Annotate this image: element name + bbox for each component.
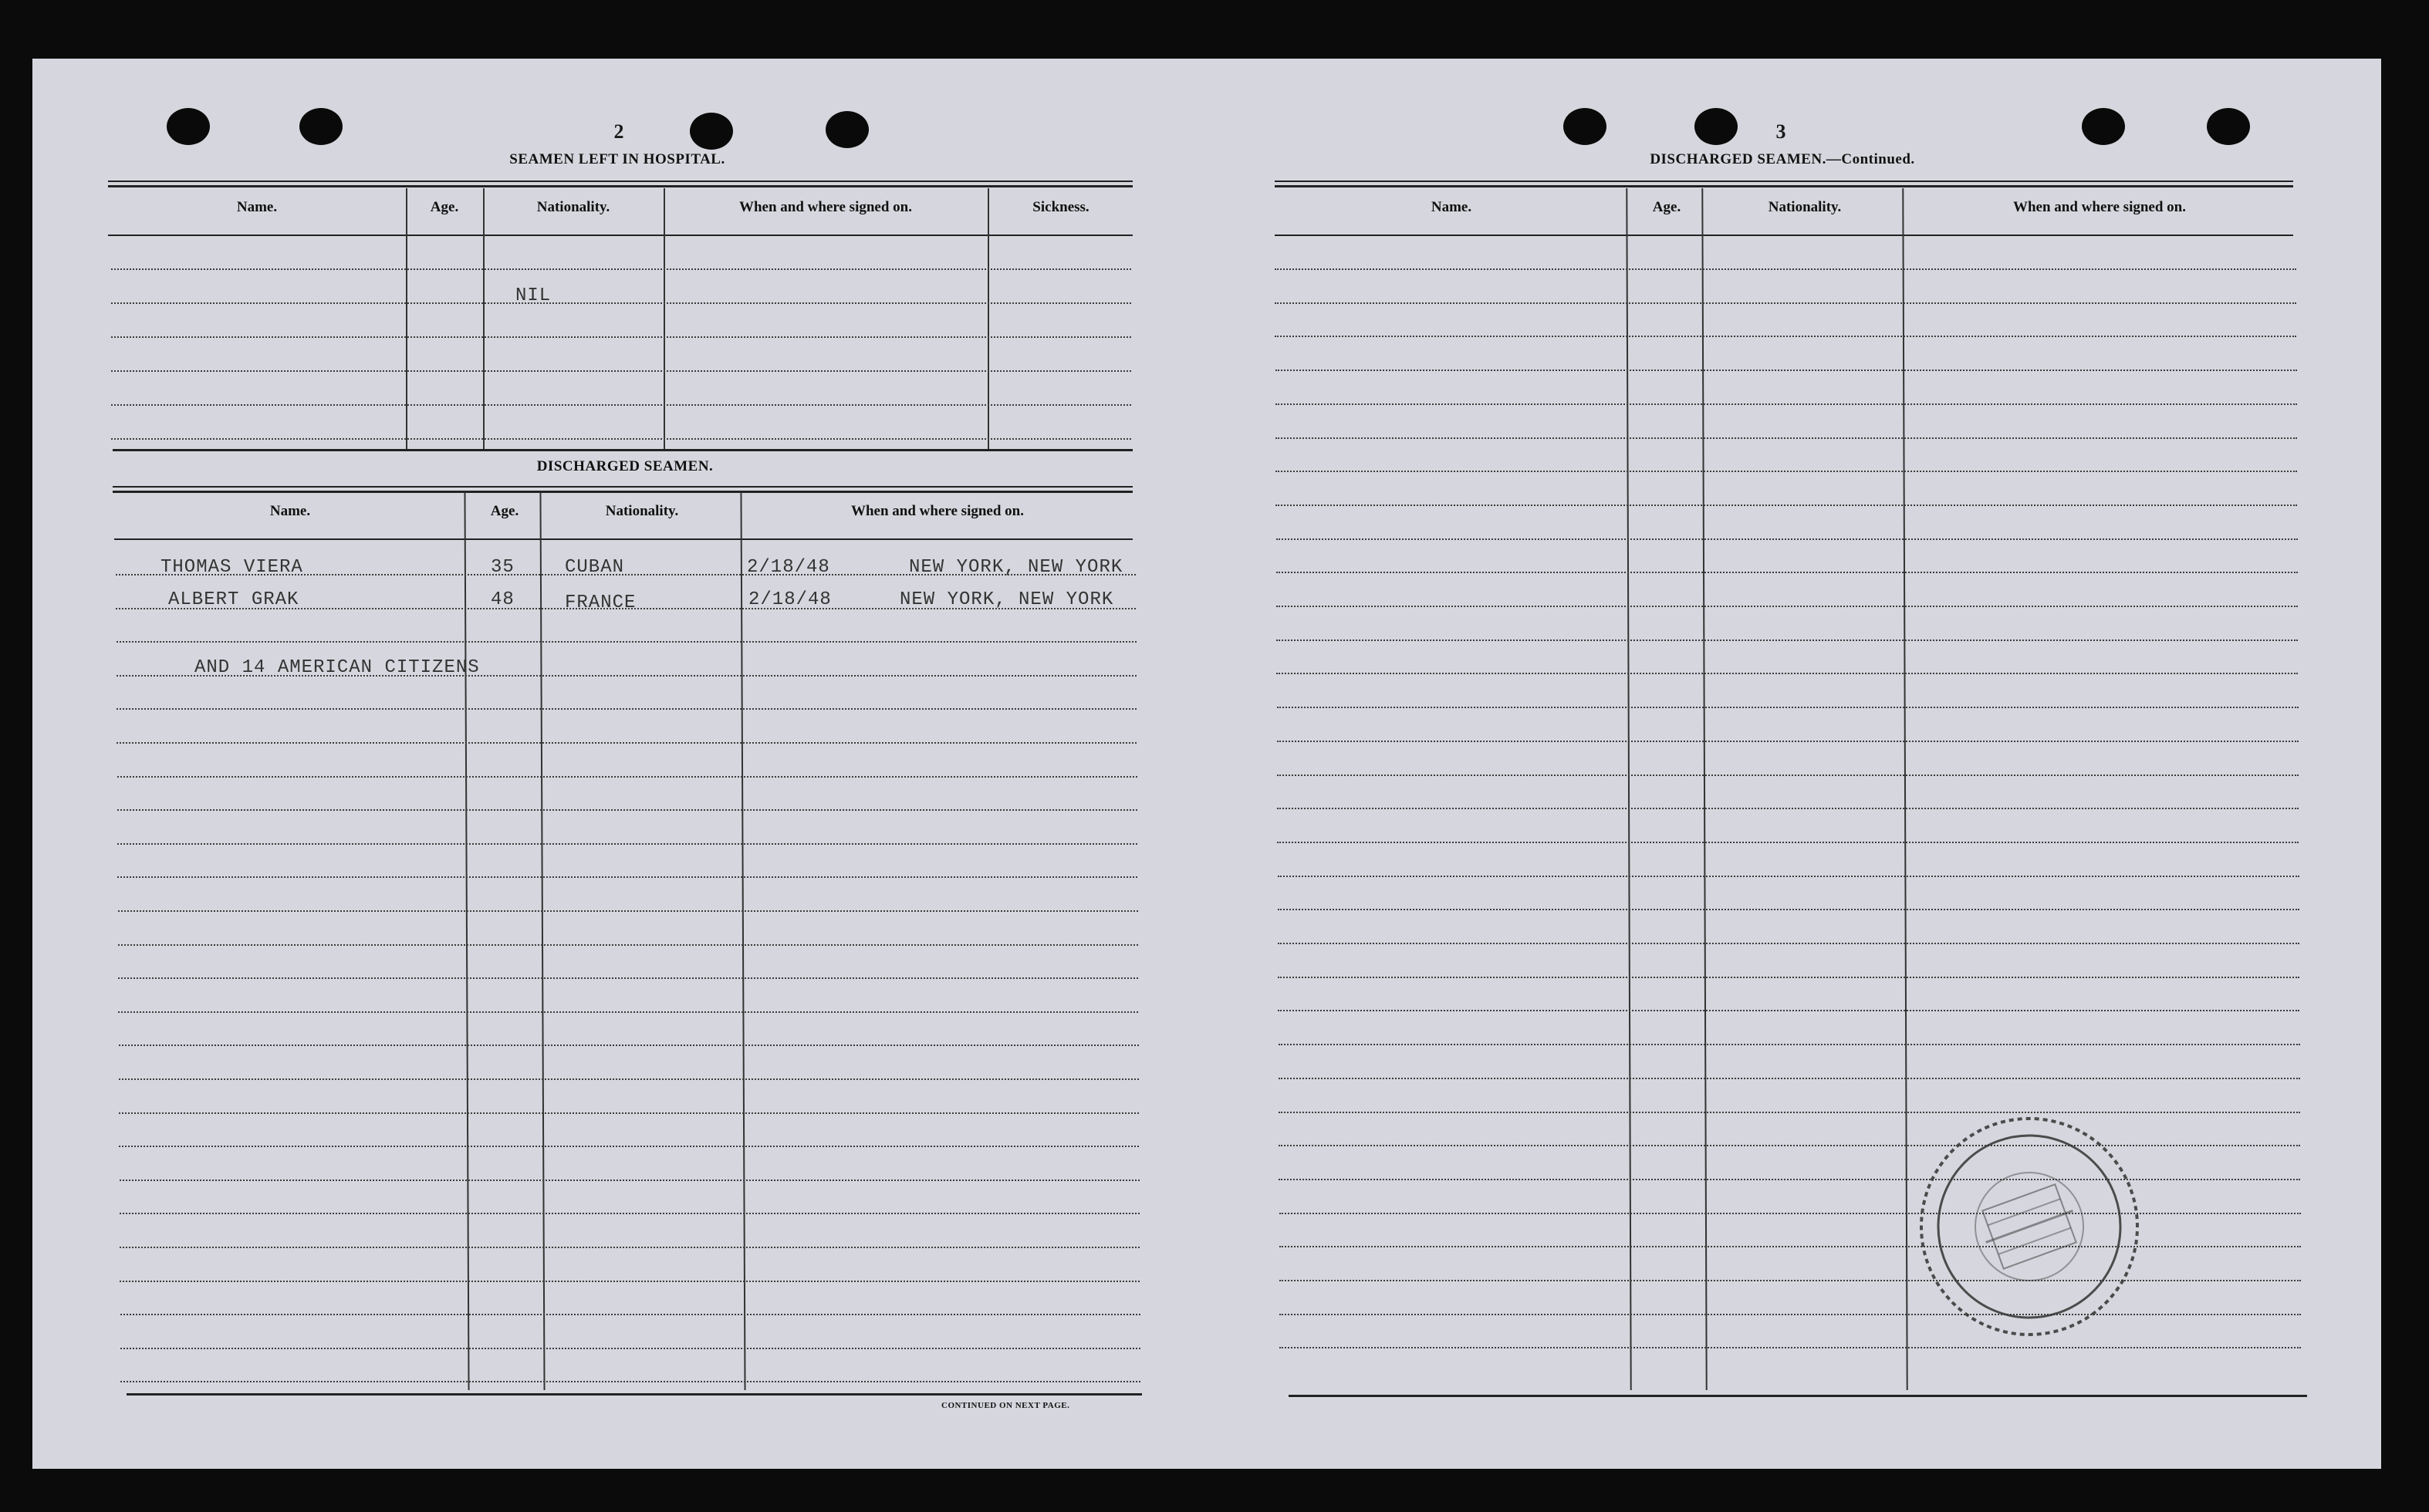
- punch-hole: [1563, 108, 1606, 145]
- ruled-line: [120, 1247, 1140, 1248]
- seaman-name: THOMAS VIERA: [160, 557, 303, 578]
- seaman-age: 48: [491, 589, 515, 610]
- page-number: 3: [1775, 120, 1786, 143]
- ruled-line: [1278, 876, 2299, 877]
- ruled-line: [1279, 1314, 2301, 1315]
- ruled-line: [111, 302, 1131, 304]
- ruled-line: [1276, 606, 2298, 607]
- column-header-nationality: Nationality.: [536, 199, 610, 215]
- received-stamp: [1914, 1111, 2145, 1342]
- seaman-name: ALBERT GRAK: [168, 589, 299, 610]
- column-header-name: Name.: [236, 199, 278, 215]
- ruled-line: [1275, 268, 2296, 270]
- ruled-line: [117, 641, 1137, 643]
- ruled-line: [120, 1213, 1140, 1214]
- ruled-line: [1275, 471, 2297, 472]
- column-header-name: Name.: [269, 503, 311, 519]
- column-header-signed-on: When and where signed on.: [2012, 199, 2186, 215]
- table-rule: [127, 1393, 1142, 1396]
- column-header-signed-on: When and where signed on.: [850, 503, 1024, 519]
- table-rule: [113, 486, 1133, 488]
- ruled-line: [111, 336, 1131, 338]
- ruled-line: [1279, 1246, 2301, 1247]
- table-rule: [1275, 185, 2293, 187]
- table-rule: [1275, 181, 2293, 182]
- nil-entry: NIL: [515, 285, 552, 306]
- ruled-line: [119, 1146, 1139, 1147]
- table-rule: [114, 538, 1133, 540]
- ruled-line: [1277, 808, 2299, 809]
- ruled-line: [120, 1180, 1140, 1181]
- table-rule: [1275, 235, 2293, 236]
- ruled-line: [1278, 909, 2299, 910]
- punch-hole: [826, 111, 869, 148]
- ruled-line: [1275, 437, 2297, 439]
- ruled-line: [1279, 1179, 2300, 1180]
- punch-hole: [1694, 108, 1738, 145]
- table-rule: [1289, 1395, 2307, 1397]
- ruled-line: [111, 268, 1131, 270]
- table-rule: [113, 491, 1133, 493]
- continued-note: CONTINUED ON NEXT PAGE.: [941, 1401, 1070, 1410]
- ruled-line: [1279, 1078, 2300, 1079]
- ruled-line: [111, 370, 1131, 372]
- ruled-line: [1276, 538, 2298, 540]
- table-rule: [108, 185, 1133, 187]
- column-header-age: Age.: [1652, 199, 1681, 215]
- ruled-line: [1275, 336, 2296, 337]
- ruled-line: [118, 944, 1138, 946]
- punch-hole: [2082, 108, 2125, 145]
- ruled-line: [120, 1281, 1140, 1282]
- column-header-nationality: Nationality.: [605, 503, 679, 519]
- ruled-line: [120, 1381, 1140, 1382]
- punch-hole: [167, 108, 210, 145]
- ruled-line: [118, 910, 1138, 912]
- column-header-name: Name.: [1431, 199, 1472, 215]
- discharged-note: AND 14 AMERICAN CITIZENS: [194, 657, 480, 678]
- column-divider: [988, 188, 989, 451]
- seaman-nationality: CUBAN: [565, 557, 625, 578]
- seaman-age: 35: [491, 557, 515, 578]
- page-number: 2: [613, 120, 624, 143]
- ruled-line: [119, 1078, 1139, 1080]
- ruled-line: [1277, 741, 2299, 742]
- ruled-line: [117, 776, 1137, 778]
- column-divider: [664, 188, 665, 451]
- table-rule: [108, 235, 1133, 236]
- column-divider: [483, 188, 485, 451]
- ruled-line: [1278, 943, 2299, 944]
- signed-on-date: 2/18/48: [748, 589, 832, 610]
- ruled-line: [119, 1045, 1139, 1046]
- ruled-line: [117, 843, 1137, 845]
- column-header-signed-on: When and where signed on.: [738, 199, 912, 215]
- section-title-hospital: SEAMEN LEFT IN HOSPITAL.: [509, 151, 725, 167]
- section-title-discharged-continued: DISCHARGED SEAMEN.—Continued.: [1650, 151, 1915, 167]
- ruled-line: [117, 809, 1137, 811]
- ruled-line: [1279, 1347, 2301, 1348]
- column-header-nationality: Nationality.: [1768, 199, 1842, 215]
- section-title-discharged: DISCHARGED SEAMEN.: [536, 458, 714, 474]
- punch-hole: [299, 108, 343, 145]
- ruled-line: [118, 977, 1138, 979]
- ruled-line: [1276, 572, 2298, 573]
- ruled-line: [1278, 1010, 2299, 1011]
- signed-on-date: 2/18/48: [747, 557, 830, 578]
- ruled-line: [1276, 640, 2298, 641]
- ruled-line: [1277, 842, 2299, 843]
- column-header-sickness: Sickness.: [1032, 199, 1090, 215]
- punch-hole: [690, 113, 733, 150]
- ruled-line: [111, 438, 1131, 440]
- column-header-age: Age.: [490, 503, 519, 519]
- ruled-line: [1279, 1145, 2300, 1146]
- ruled-line: [1277, 775, 2299, 776]
- ruled-line: [1275, 403, 2297, 405]
- ruled-line: [120, 1314, 1140, 1315]
- ruled-line: [111, 404, 1131, 406]
- ruled-line: [119, 1112, 1139, 1114]
- ruled-line: [1279, 1213, 2301, 1214]
- ruled-line: [118, 1011, 1138, 1013]
- seaman-nationality: FRANCE: [565, 592, 637, 613]
- ruled-line: [120, 1348, 1140, 1349]
- table-rule: [108, 181, 1133, 182]
- ruled-line: [1279, 1280, 2301, 1281]
- ruled-line: [1275, 370, 2297, 371]
- ruled-line: [117, 708, 1137, 710]
- ruled-line: [1275, 505, 2297, 506]
- ruled-line: [1277, 707, 2299, 708]
- column-divider: [406, 188, 407, 451]
- ruled-line: [117, 742, 1137, 744]
- signed-on-place: NEW YORK, NEW YORK: [909, 557, 1123, 578]
- signed-on-place: NEW YORK, NEW YORK: [900, 589, 1114, 610]
- table-rule: [113, 449, 1133, 451]
- ruled-line: [1275, 302, 2296, 304]
- column-header-age: Age.: [430, 199, 459, 215]
- ruled-line: [1279, 1044, 2300, 1045]
- ruled-line: [1276, 673, 2298, 674]
- ruled-line: [1278, 977, 2299, 978]
- punch-hole: [2207, 108, 2250, 145]
- ruled-line: [117, 876, 1137, 878]
- ruled-line: [1279, 1112, 2300, 1113]
